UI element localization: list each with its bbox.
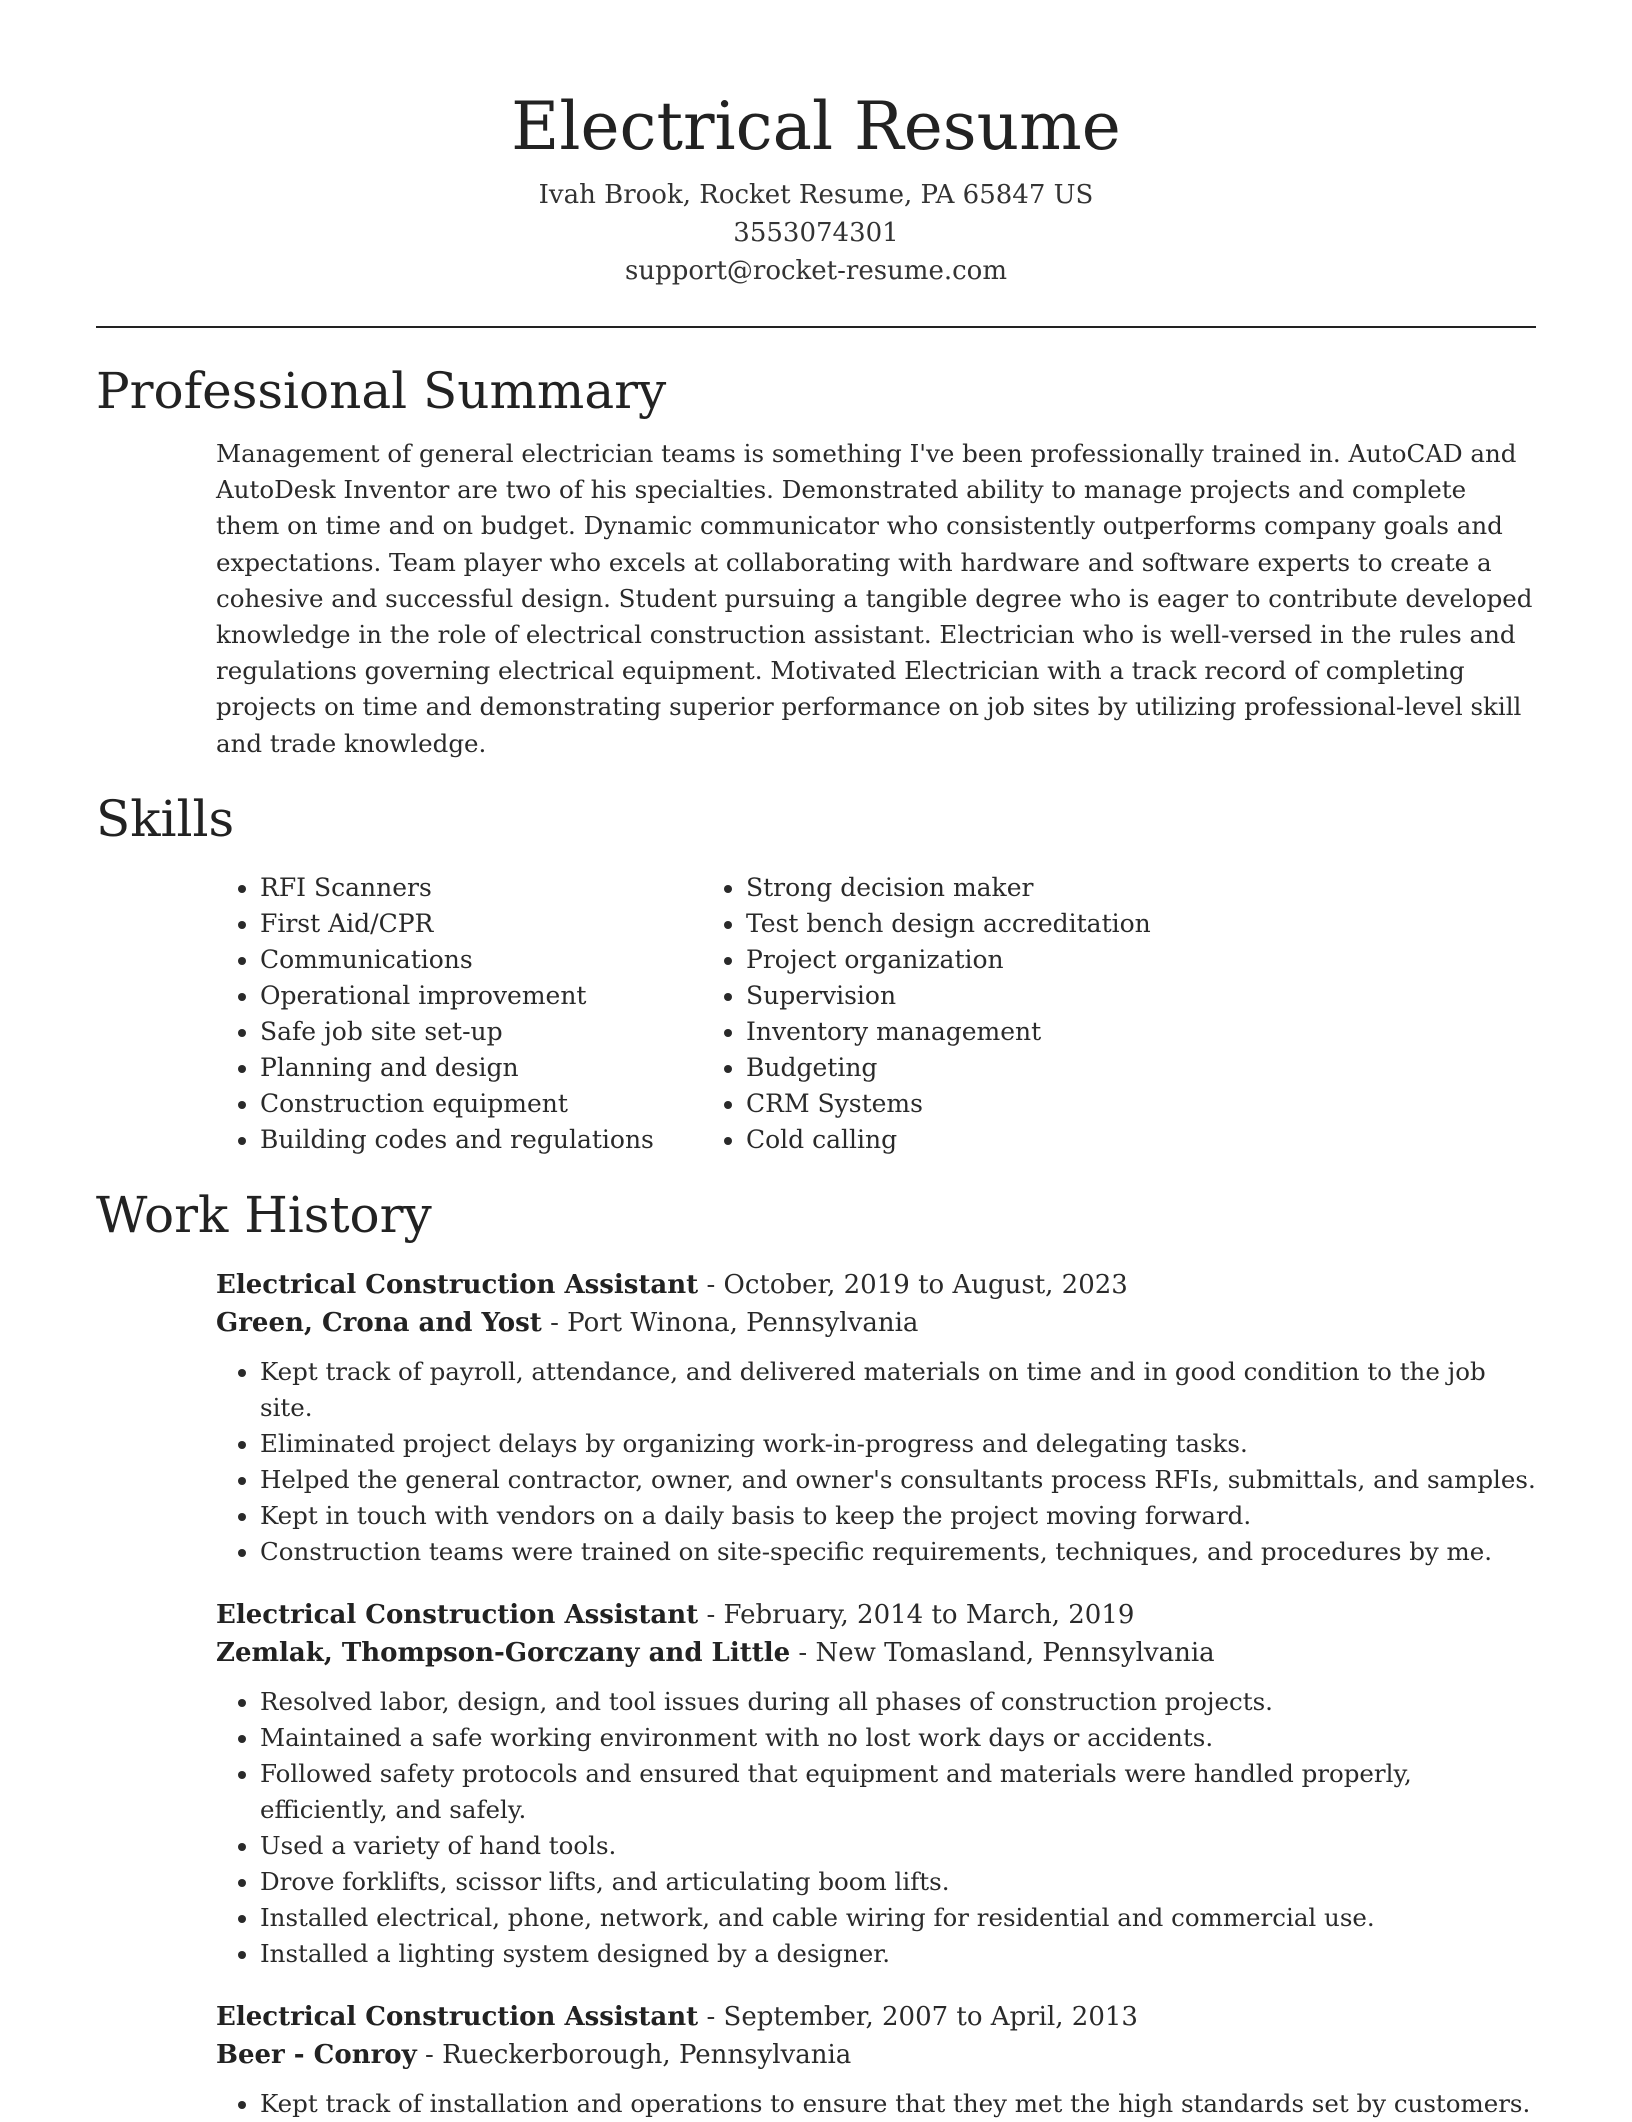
skills-column-right xyxy=(746,870,1396,1158)
job-location: Rueckerborough, Pennsylvania xyxy=(442,2039,852,2070)
job-entry xyxy=(216,1596,1536,1972)
job-location: Port Winona, Pennsylvania xyxy=(567,1307,919,1338)
separator: - xyxy=(790,1637,816,1668)
job-title-line xyxy=(216,1266,1536,1304)
job-company-line xyxy=(216,1634,1536,1672)
job-bullet: • Helped the general contractor, owner, and owner's consultants process RFIs, submittals, and samples. xyxy=(260,1462,1536,1498)
skill-item: • Building codes and regulations xyxy=(260,1122,746,1158)
separator: - xyxy=(416,2039,443,2070)
resume-title: Electrical Resume xyxy=(511,88,1121,165)
skill-item: • First Aid/CPR xyxy=(260,906,746,942)
separator: - xyxy=(698,1269,724,1300)
work-history-heading: Work History xyxy=(96,1185,432,1244)
skill-item: • RFI Scanners xyxy=(260,870,746,906)
job-title: Electrical Construction Assistant xyxy=(216,1599,699,1630)
skill-item: • Inventory management xyxy=(746,1014,1396,1050)
company-name: Zemlak, Thompson-Gorczany and Little xyxy=(216,1637,791,1668)
header-divider xyxy=(96,326,1536,328)
job-bullet: • Kept track of payroll, attendance, and delivered materials on time and in good condition to the job site. xyxy=(260,1354,1536,1426)
skill-item: • Construction equipment xyxy=(260,1086,746,1122)
job-title: Electrical Construction Assistant xyxy=(216,2001,699,2032)
resume-page xyxy=(96,0,1536,2122)
job-bullets xyxy=(216,1354,1536,1570)
job-bullet: • Used a variety of hand tools. xyxy=(260,1828,1536,1864)
contact-address: Ivah Brook, Rocket Resume, PA 65847 US xyxy=(538,180,1094,210)
job-bullet: • Drove forklifts, scissor lifts, and articulating boom lifts. xyxy=(260,1864,1536,1900)
job-bullet: • Construction teams were trained on site-specific requirements, techniques, and procedures by me. xyxy=(260,1534,1536,1570)
job-bullet: • Kept in touch with vendors on a daily basis to keep the project moving forward. xyxy=(260,1498,1536,1534)
skill-item: • Planning and design xyxy=(260,1050,746,1086)
job-title: Electrical Construction Assistant xyxy=(216,1269,699,1300)
skill-item: • Test bench design accreditation xyxy=(746,906,1396,942)
skill-item: • Communications xyxy=(260,942,746,978)
job-dates: September, 2007 to April, 2013 xyxy=(723,2001,1138,2032)
separator: - xyxy=(541,1307,568,1338)
job-company-line xyxy=(216,1304,1536,1342)
skill-item: • Project organization xyxy=(746,942,1396,978)
skill-item: • Strong decision maker xyxy=(746,870,1396,906)
company-name: Green, Crona and Yost xyxy=(216,1307,542,1338)
resume-header xyxy=(96,0,1536,290)
contact-email: support@rocket-resume.com xyxy=(624,256,1007,286)
job-bullet: • Installed electrical, phone, network, and cable wiring for residential and commercial use. xyxy=(260,1900,1536,1936)
job-dates: February, 2014 to March, 2019 xyxy=(723,1599,1135,1630)
job-bullet: • Resolved labor, design, and tool issues during all phases of construction projects. xyxy=(260,1684,1536,1720)
job-title-line xyxy=(216,1596,1536,1634)
job-bullet: • Kept track of installation and operations to ensure that they met the high standards set by customers. xyxy=(260,2086,1536,2122)
job-bullets xyxy=(216,1684,1536,1972)
job-bullet: • Installed a lighting system designed by a designer. xyxy=(260,1936,1536,1972)
job-location: New Tomasland, Pennsylvania xyxy=(815,1637,1215,1668)
job-bullet: • Eliminated project delays by organizing work-in-progress and delegating tasks. xyxy=(260,1426,1536,1462)
company-name: Beer - Conroy xyxy=(216,2039,417,2070)
separator: - xyxy=(698,2001,724,2032)
skill-item: • Cold calling xyxy=(746,1122,1396,1158)
skill-item: • Budgeting xyxy=(746,1050,1396,1086)
job-bullet: • Followed safety protocols and ensured that equipment and materials were handled properly, efficiently, and safely. xyxy=(260,1756,1536,1828)
summary-text: Management of general electrician teams is something I've been professionally trained in. AutoCAD and AutoDesk Inventor are two of his specialties. Demonstrated ability to manage projects and complete them on time and on budget. Dynamic communicator who consistently outperforms company goals and expectations. Team player who excels at collaborating with hardware and software experts to create a cohesive and successful design. Student pursuing a tangible degree who is eager to contribute developed knowledge in the role of electrical construction assistant. Electrician who is well-versed in the rules and regulations governing electrical equipment. Motivated Electrician with a track record of completing projects on time and demonstrating superior performance on job sites by utilizing professional-level skill and trade knowledge. xyxy=(216,439,1533,758)
job-entry xyxy=(216,1266,1536,1570)
skill-item: • Supervision xyxy=(746,978,1396,1014)
job-entry xyxy=(216,1998,1536,2122)
skills-column-left xyxy=(96,870,746,1158)
job-bullet: • Maintained a safe working environment with no lost work days or accidents. xyxy=(260,1720,1536,1756)
skill-item: • CRM Systems xyxy=(746,1086,1396,1122)
skills-list xyxy=(96,870,1536,1158)
job-title-line xyxy=(216,1998,1536,2036)
separator: - xyxy=(698,1599,724,1630)
skill-item: • Safe job site set-up xyxy=(260,1014,746,1050)
skill-item: • Operational improvement xyxy=(260,978,746,1014)
skills-heading: Skills xyxy=(96,789,235,848)
job-dates: October, 2019 to August, 2023 xyxy=(723,1269,1128,1300)
summary-heading: Professional Summary xyxy=(96,362,667,420)
job-company-line xyxy=(216,2036,1536,2074)
contact-phone: 3553074301 xyxy=(733,218,899,248)
job-bullets xyxy=(216,2086,1536,2122)
